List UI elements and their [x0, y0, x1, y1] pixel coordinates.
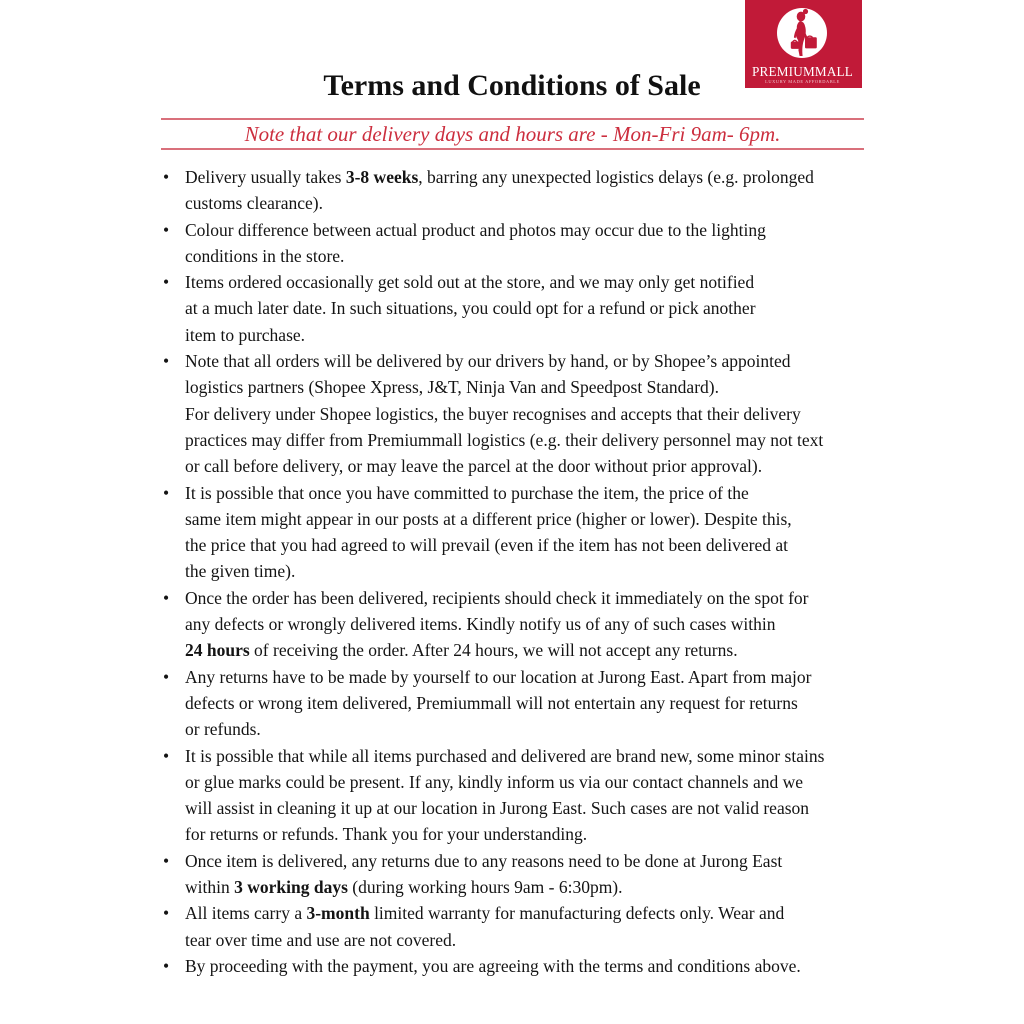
term-item [163, 743, 893, 848]
bullet-marker: • [163, 850, 170, 871]
term-item [163, 480, 893, 585]
term-item [163, 269, 893, 348]
term-text: Delivery usually takes 3-8 weeks, barring any unexpected logistics delays (e.g. prolonged customs clearance). [185, 167, 814, 214]
term-text: Colour difference between actual product and photos may occur due to the lighting conditions in the store. [185, 219, 766, 266]
bullet-marker: • [163, 745, 170, 766]
bullet-marker: • [163, 219, 170, 240]
logo-brand-text: PREMIUMMALL [751, 64, 854, 79]
term-text: It is possible that once you have committed to purchase the item, the price of the same item might appear in our posts at a different price (higher or lower). Despite this, the price that you had agreed to will prevail (even if the item has not been delivered at the given time). [185, 482, 792, 582]
page-title: Terms and Conditions of Sale [323, 69, 701, 102]
term-item [163, 585, 893, 664]
bullet-marker: • [163, 587, 170, 608]
delivery-notice-band [161, 118, 864, 150]
bullet-marker: • [163, 903, 170, 924]
bullet-marker: • [163, 167, 170, 187]
delivery-notice-text: Note that our delivery days and hours are - Mon-Fri 9am- 6pm. [244, 122, 781, 146]
term-item [163, 217, 893, 270]
term-item [163, 164, 893, 217]
bullet-marker: • [163, 272, 170, 293]
term-text: Items ordered occasionally get sold out at the store, and we may only get notified at a much later date. In such situations, you could opt for a refund or pick another item to purchase. [185, 272, 756, 345]
terms-list [163, 164, 893, 979]
term-item [163, 664, 893, 743]
term-text: Once item is delivered, any returns due to any reasons need to be done at Jurong East within 3 working days (during working hours 9am - 6:30pm). [185, 850, 783, 898]
term-text: Any returns have to be made by yourself to our location at Jurong East. Apart from major defects or wrong item delivered, Premiummall will not entertain any request for returns or refunds. [185, 666, 812, 740]
term-item [163, 848, 893, 901]
term-text: All items carry a 3-month limited warranty for manufacturing defects only. Wear and tear over time and use are not covered. [185, 903, 785, 950]
term-text: Note that all orders will be delivered by our drivers by hand, or by Shopee’s appointed logistics partners (Shopee Xpress, J&T, Ninja Van and Speedpost Standard). For delivery under Shopee logistics, the buyer recognises and accepts that their delivery practices may differ from Premiummall logistics (e.g. their delivery personnel may not text or call before delivery, or may leave the parcel at the door without prior approval). [185, 351, 824, 477]
term-text: Once the order has been delivered, recipients should check it immediately on the spot for any defects or wrongly delivered items. Kindly notify us of any of such cases within 24 hours of receiving the order. After 24 hours, we will not accept any returns. [185, 587, 809, 661]
term-item [163, 348, 893, 479]
term-text: It is possible that while all items purchased and delivered are brand new, some minor stains or glue marks could be present. If any, kindly inform us via our contact channels and we will assist in cleaning it up at our location in Jurong East. Such cases are not valid reason for returns or refunds. Thank you for your understanding. [185, 745, 825, 845]
red-rule-bottom [161, 148, 864, 150]
bullet-marker: • [163, 666, 170, 687]
term-item [163, 953, 893, 979]
bullet-marker: • [163, 351, 170, 372]
bullet-marker: • [163, 482, 170, 503]
term-text: By proceeding with the payment, you are agreeing with the terms and conditions above. [185, 955, 801, 976]
logo-tagline-text: LUXURY MADE AFFORDABLE [765, 79, 840, 84]
bullet-marker: • [163, 955, 170, 976]
term-item [163, 900, 893, 953]
